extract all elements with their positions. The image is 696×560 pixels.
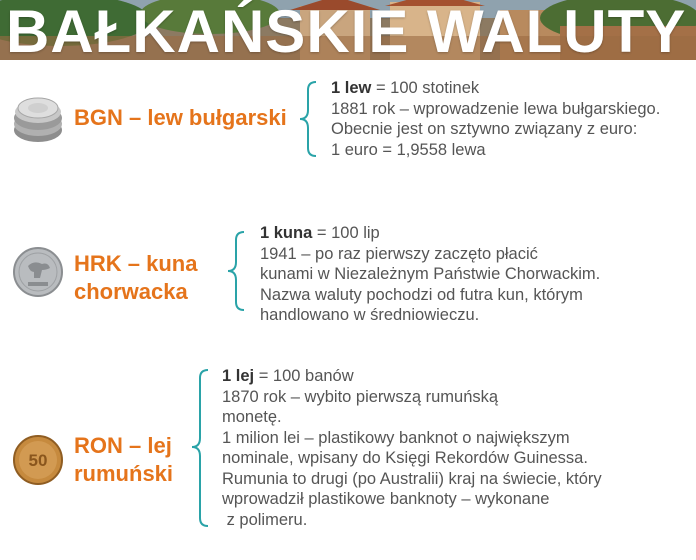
- ron-coin-icon: [12, 434, 64, 486]
- info-line: kunami w Niezależnym Państwie Chorwackim.: [260, 265, 601, 283]
- brace-bgn: [298, 80, 318, 158]
- unit-bold-bgn: 1 lew: [331, 79, 372, 97]
- currency-name-hrk: [74, 250, 197, 306]
- info-line: nominale, wpisany do Księgi Rekordów Guinessa.: [222, 449, 588, 467]
- header-banner: [0, 0, 696, 60]
- info-line: 1 euro = 1,9558 lewa: [331, 140, 486, 159]
- info-block-ron: [222, 366, 602, 530]
- info-line: 1881 rok – wprowadzenie lewa bułgarskiego.: [331, 99, 661, 118]
- currency-name-line: chorwacka: [74, 279, 188, 304]
- info-line: Nazwa waluty pochodzi od futra kun, którym: [260, 285, 583, 304]
- brace-ron: [190, 368, 210, 528]
- info-line: 1 milion lei – plastikowy banknot o największym: [222, 428, 570, 447]
- currency-name-bgn: BGN – lew bułgarski: [74, 105, 287, 130]
- unit-line-ron: [222, 366, 602, 387]
- info-block-hrk: [260, 223, 600, 326]
- unit-bold-ron: 1 lej: [222, 367, 255, 385]
- info-block-bgn: [331, 78, 660, 160]
- currency-name-line: HRK – kuna: [74, 251, 198, 276]
- info-line: Rumunia to drugi (po Australii) kraj na świecie, który: [222, 469, 602, 488]
- unit-line-hrk: [260, 223, 600, 244]
- unit-bold-hrk: 1 kuna: [260, 224, 313, 242]
- info-line: Obecnie jest on sztywno związany z euro:: [331, 120, 638, 138]
- info-line: 1870 rok – wybito pierwszą rumuńską: [222, 387, 499, 406]
- hrk-coin-icon: [12, 246, 64, 298]
- unit-rest-bgn: = 100 stotinek: [371, 79, 480, 97]
- brace-hrk: [226, 230, 246, 312]
- page-title: BAŁKAŃSKIE WALUTY: [6, 0, 687, 60]
- info-line: handlowano w średniowieczu.: [260, 306, 480, 324]
- currency-name-ron: [74, 432, 173, 488]
- currency-name-line: rumuński: [74, 461, 174, 486]
- unit-rest-hrk: = 100 lip: [312, 224, 380, 242]
- info-line: monetę.: [222, 408, 282, 426]
- bgn-coins-icon: [12, 94, 64, 144]
- info-line: z polimeru.: [222, 510, 308, 529]
- ron-coin-value: 50: [28, 451, 48, 470]
- currency-name-line: RON – lej: [74, 433, 172, 458]
- unit-line-bgn: [331, 78, 660, 99]
- info-line: wprowadził plastikowe banknoty – wykonane: [222, 490, 550, 508]
- unit-rest-ron: = 100 banów: [254, 367, 354, 385]
- info-line: 1941 – po raz pierwszy zaczęto płacić: [260, 244, 538, 263]
